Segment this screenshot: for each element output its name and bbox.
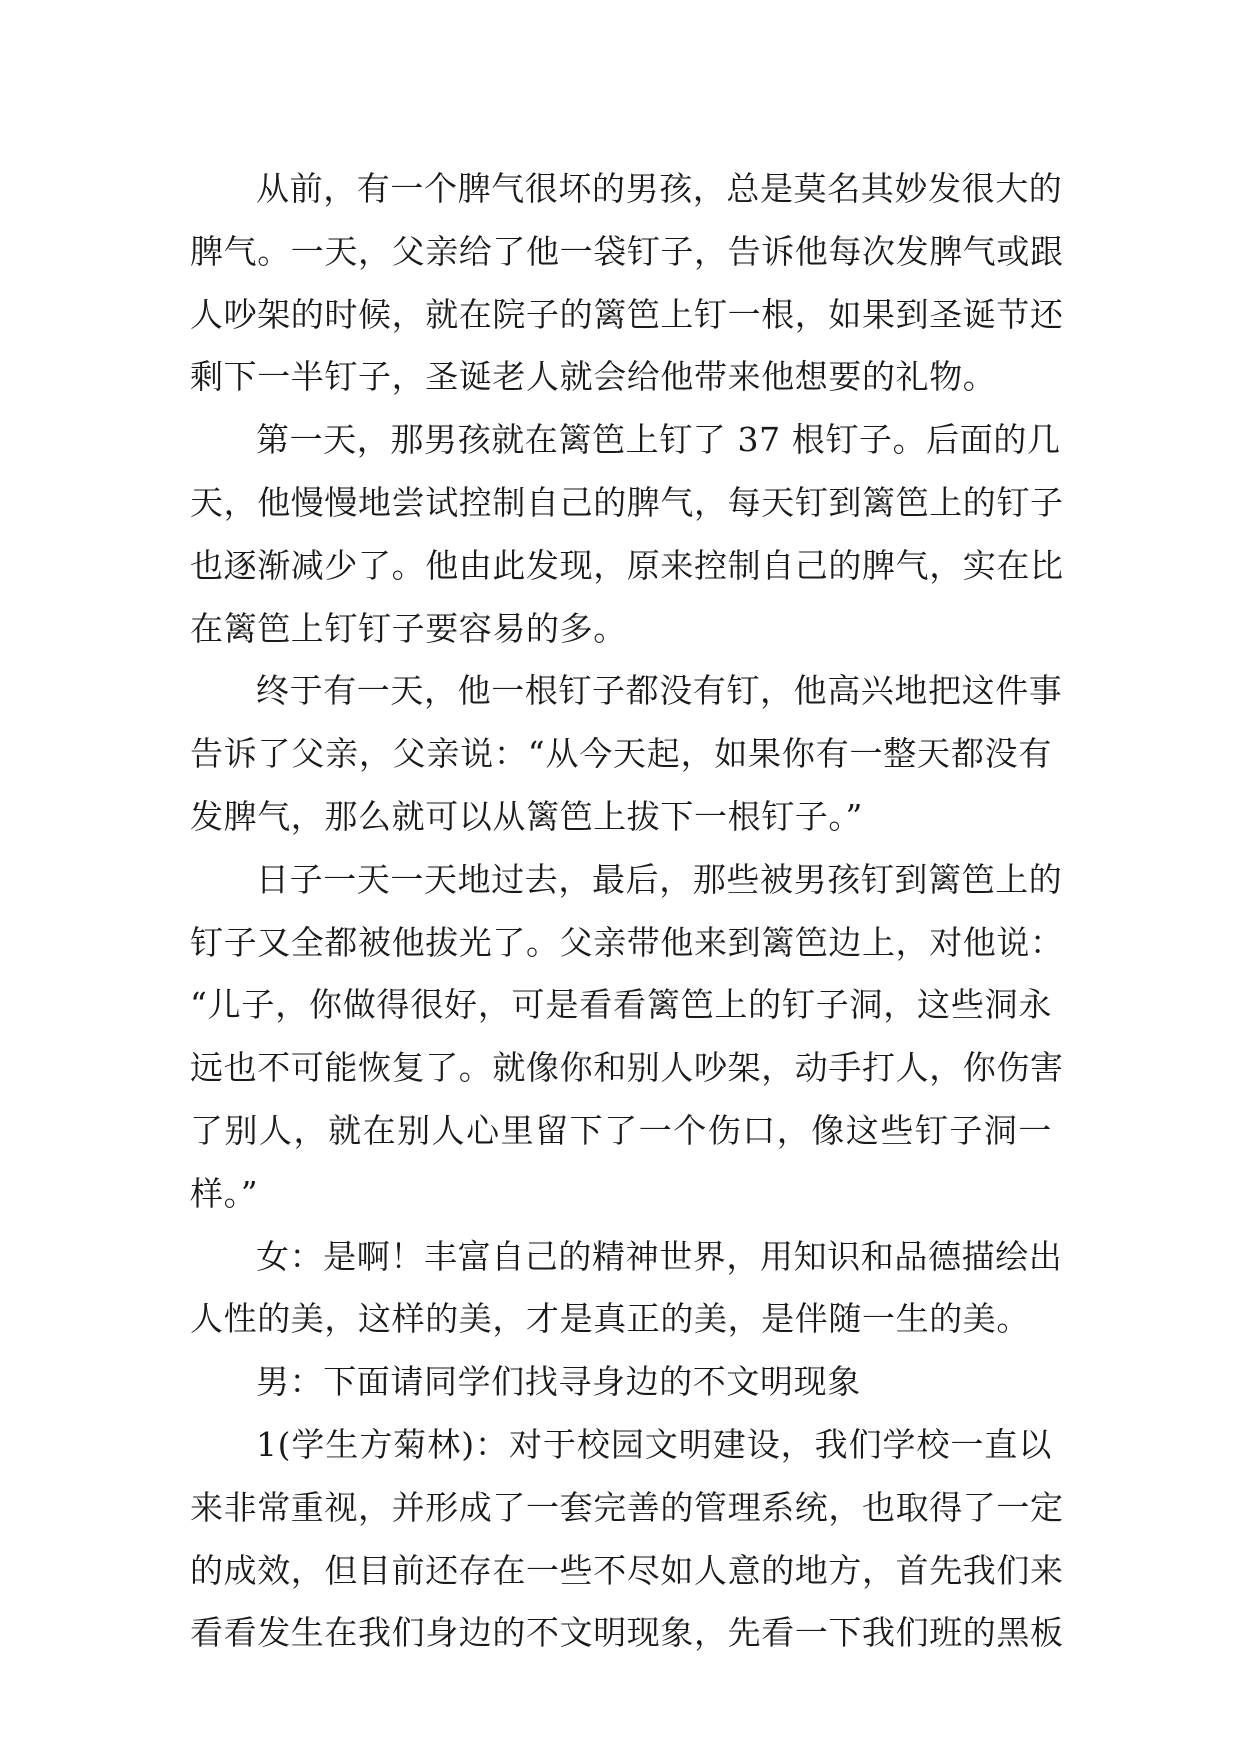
text-line: 终于有一天，他一根钉子都没有钉，他高兴地把这件事 (256, 671, 1063, 711)
text-line: 人性的美，这样的美，才是真正的美，是伴随一生的美。 (190, 1299, 1030, 1339)
text-line: 了别人，就在别人心里留下了一个伤口，像这些钉子洞一 (190, 1110, 1052, 1150)
text-line: 男：下面请同学们找寻身边的不文明现象 (256, 1362, 861, 1402)
text-line: 日子一天一天地过去，最后，那些被男孩钉到篱笆上的 (256, 859, 1063, 899)
text-line: 天，他慢慢地尝试控制自己的脾气，每天钉到篱笆上的钉子 (190, 482, 1064, 522)
text-line: 1(学生方菊林)：对于校园文明建设，我们学校一直以 (256, 1424, 1052, 1464)
text-line: 剩下一半钉子，圣诞老人就会给他带来他想要的礼物。 (190, 357, 997, 397)
text-line: 女：是啊！丰富自己的精神世界，用知识和品德描绘出 (256, 1236, 1063, 1276)
text-line: 样。” (190, 1173, 259, 1213)
text-line: 远也不可能恢复了。就像你和别人吵架，动手打人，你伤害 (190, 1048, 1064, 1088)
text-line: 看看发生在我们身边的不文明现象，先看一下我们班的黑板 (190, 1613, 1064, 1653)
text-line: 发脾气，那么就可以从篱笆上拔下一根钉子。” (190, 796, 863, 836)
text-line: 的成效，但目前还存在一些不尽如人意的地方，首先我们来 (190, 1550, 1064, 1590)
text-line: 从前，有一个脾气很坏的男孩，总是莫名其妙发很大的 (256, 169, 1063, 208)
text-line: 也逐渐减少了。他由此发现，原来控制自己的脾气，实在比 (190, 545, 1064, 585)
text-line: 告诉了父亲，父亲说：“从今天起，如果你有一整天都没有 (190, 734, 1052, 774)
document-body (190, 158, 1064, 1665)
text-line: 第一天，那男孩就在篱笆上钉了 37 根钉子。后面的几 (256, 420, 1061, 460)
text-line: 脾气。一天，父亲给了他一袋钉子，告诉他每次发脾气或跟 (190, 231, 1064, 271)
text-line: 来非常重视，并形成了一套完善的管理系统，也取得了一定 (190, 1487, 1064, 1527)
text-line: 钉子又全都被他拔光了。父亲带他来到篱笆边上，对他说： (190, 922, 1064, 962)
text-line: 在篱笆上钉钉子要容易的多。 (190, 608, 627, 648)
text-line: “儿子，你做得很好，可是看看篱笆上的钉子洞，这些洞永 (190, 985, 1052, 1025)
text-line: 人吵架的时候，就在院子的篱笆上钉一根，如果到圣诞节还 (190, 294, 1064, 334)
